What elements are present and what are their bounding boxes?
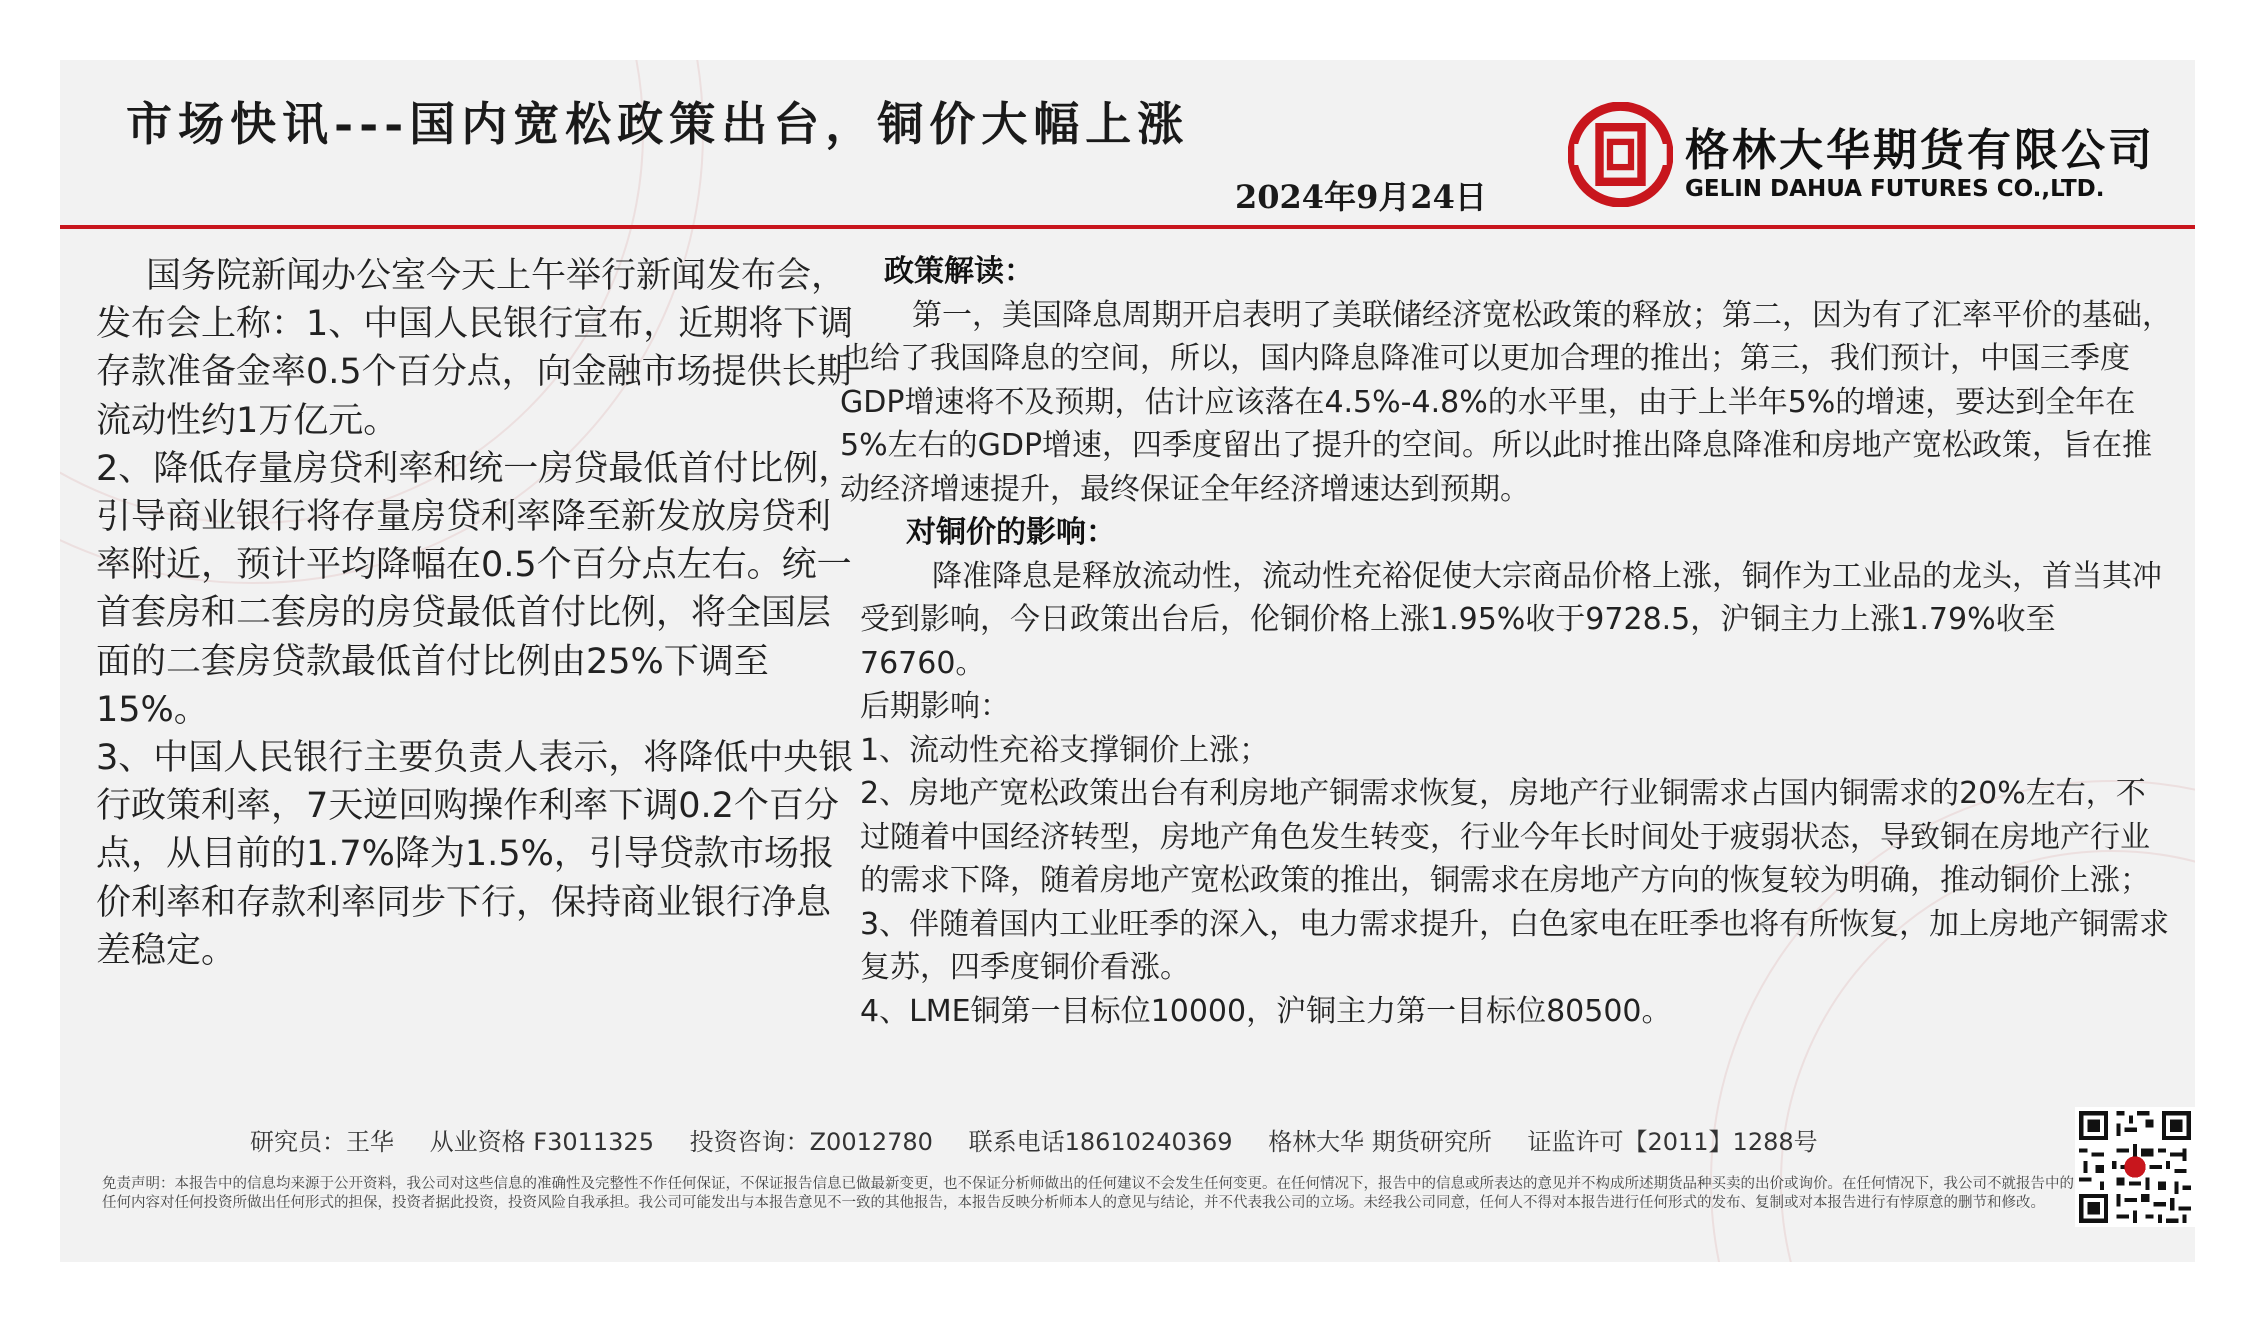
announcement-paragraph: 2、降低存量房贷利率和统一房贷最低首付比例，引导商业银行将存量房贷利率降至新发放房贷利率附近，预计平均降幅在0.5个百分点左右。统一首套房和二套房的房贷最低首付比例，将全国层面的二套房贷款最低首付比例由25%下调至15%。 xyxy=(96,448,854,730)
later-heading: 后期影响： xyxy=(860,689,1010,724)
company-name-en: GELIN DAHUA FUTURES CO.,LTD. xyxy=(1685,176,2105,202)
researcher: 研究员：王华 xyxy=(250,1128,394,1156)
phone: 联系电话18610240369 xyxy=(968,1128,1233,1156)
gelin-dahua-logo-icon xyxy=(1568,102,1673,207)
later-item: 2、房地产宽松政策出台有利房地产铜需求恢复，房地产行业铜需求占国内铜需求的20%左右，不过随着中国经济转型，房地产角色发生转变，行业今年长时间处于疲弱状态，导致铜在房地产行业的需求下降，随着房地产宽松政策的推出，铜需求在房地产方向的恢复较为明确，推动铜价上涨； xyxy=(860,776,2150,898)
impact-heading: 对铜价的影响： xyxy=(906,515,1116,550)
later-item: 3、伴随着国内工业旺季的深入，电力需求提升，白色家电在旺季也将有所恢复，加上房地产铜需求复苏，四季度铜价看涨。 xyxy=(860,906,2170,985)
policy-heading: 政策解读： xyxy=(884,254,1034,289)
consulting: 投资咨询：Z0012780 xyxy=(689,1128,933,1156)
impact-text: 降准降息是释放流动性，流动性充裕促使大宗商品价格上涨，铜作为工业品的龙头，首当其冲受到影响，今日政策出台后，伦铜价格上涨1.95%收于9728.5，沪铜主力上涨1.79%收至76760。 xyxy=(860,558,2162,681)
page-title: 市场快讯---国内宽松政策出台，铜价大幅上涨 xyxy=(126,97,1190,151)
policy-text: 第一，美国降息周期开启表明了美联储经济宽松政策的释放；第二，因为有了汇率平价的基础，也给了我国降息的空间，所以，国内降息降准可以更加合理的推出；第三，我们预计，中国三季度GDP增速将不及预期，估计应该落在4.5%-4.8%的水平里，由于上半年5%的增速，要达到全年在5%左右的GDP增速，四季度留出了提升的空间。所以此时推出降息降准和房地产宽松政策，旨在推动经济增速提升，最终保证全年经济增速达到预期。 xyxy=(840,297,2172,507)
later-item: 4、LME铜第一目标位10000，沪铜主力第一目标位80500。 xyxy=(860,993,1672,1029)
news-card xyxy=(60,60,2195,1262)
analyst-info xyxy=(250,1122,1846,1157)
analysis-column xyxy=(840,250,2175,1033)
disclaimer: 免责声明：本报告中的信息均来源于公开资料，我公司对这些信息的准确性及完整性不作任何保证，不保证报告信息已做最新变更，也不保证分析师做出的任何建议不会发生任何变更。在任何情况下，报告中的信息或所表达的意见并不构成所述期货品种买卖的出价或询价。在任何情况下，我公司不就报告中的任何内容对任何投资所做出任何形式的担保，投资者据此投资，投资风险自我承担。我公司可能发出与本报告意见不一致的其他报告，本报告反映分析师本人的意见与结论，并不代表我公司的立场。未经我公司同意，任何人不得对本报告进行任何形式的发布、复制或对本报告进行有悖原意的删节和修改。 xyxy=(102,1176,2074,1211)
header-divider xyxy=(60,225,2195,229)
announcement-paragraph: 3、中国人民银行主要负责人表示，将降低中央银行政策利率，7天逆回购操作利率下调0.2个百分点，从目前的1.7%降为1.5%，引导贷款市场报价利率和存款利率同步下行，保持商业银行净息差稳定。 xyxy=(96,738,854,971)
company-name-cn: 格林大华期货有限公司 xyxy=(1685,125,2155,176)
institute: 格林大华 期货研究所 xyxy=(1268,1128,1492,1156)
report-date: 2024年9月24日 xyxy=(1235,178,1487,216)
announcement-column xyxy=(96,252,856,975)
qr-code-icon xyxy=(2075,1107,2195,1227)
license: 证监许可【2011】1288号 xyxy=(1527,1128,1818,1156)
qualification: 从业资格 F3011325 xyxy=(429,1128,654,1156)
announcement-paragraph: 国务院新闻办公室今天上午举行新闻发布会，发布会上称：1、中国人民银行宣布，近期将下调存款准备金率0.5个百分点，向金融市场提供长期流动性约1万亿元。 xyxy=(96,256,854,441)
later-item: 1、流动性充裕支撑铜价上涨； xyxy=(860,732,1270,768)
